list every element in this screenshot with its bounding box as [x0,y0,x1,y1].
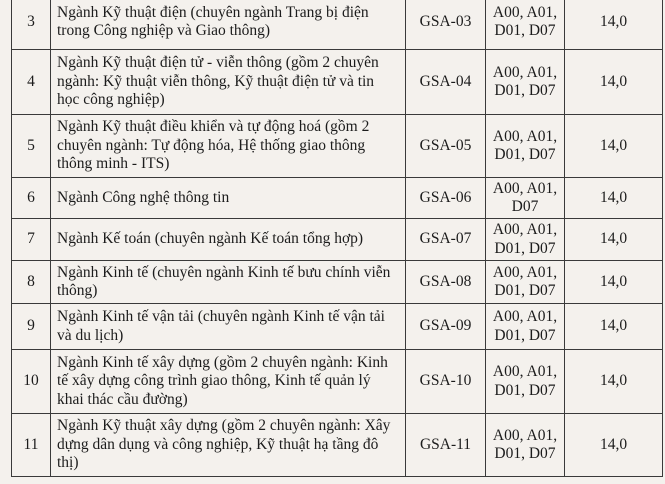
major-name: Ngành Kinh tế xây dựng (gồm 2 chuyên ngành: Kinh tế xây dựng công trình giao thông, Kinh tế quản lý khai thác cầu đường) [51,350,406,414]
row-number: 10 [12,350,51,414]
row-number: 6 [12,178,51,219]
major-code: GSA-03 [406,0,486,50]
table-row [12,178,663,219]
row-number: 9 [12,304,51,350]
subject-combos: A00, A01, D07 [486,178,565,219]
major-name: Ngành Kỹ thuật điện tử - viễn thông (gồm 2 chuyên ngành: Kỹ thuật viễn thông, Kỹ thuật điện tử và tin học công nghiệp) [51,50,406,115]
table-row [12,304,663,350]
major-name: Ngành Kỹ thuật điện (chuyên ngành Trang bị điện trong Công nghiệp và Giao thông) [51,0,406,50]
admission-table [11,0,663,477]
min-score: 14,0 [565,219,663,261]
major-name: Ngành Kỹ thuật xây dựng (gồm 2 chuyên ngành: Xây dựng dân dụng và công nghiệp, Kỹ thuật hạ tầng đô thị) [51,414,406,477]
major-code: GSA-09 [406,304,486,350]
major-code: GSA-08 [406,261,486,304]
table-row [12,115,663,178]
major-code: GSA-07 [406,219,486,261]
min-score: 14,0 [565,115,663,178]
table-row [12,50,663,115]
table-row [12,261,663,304]
min-score: 14,0 [565,0,663,50]
major-code: GSA-11 [406,414,486,477]
min-score: 14,0 [565,178,663,219]
row-number: 4 [12,50,51,115]
min-score: 14,0 [565,350,663,414]
major-code: GSA-06 [406,178,486,219]
min-score: 14,0 [565,414,663,477]
major-name: Ngành Kinh tế (chuyên ngành Kinh tế bưu chính viễn thông) [51,261,406,304]
major-name: Ngành Công nghệ thông tin [51,178,406,219]
row-number: 11 [12,414,51,477]
row-number: 8 [12,261,51,304]
subject-combos: A00, A01, D01, D07 [486,304,565,350]
row-number: 5 [12,115,51,178]
major-code: GSA-10 [406,350,486,414]
subject-combos: A00, A01, D01, D07 [486,414,565,477]
major-code: GSA-05 [406,115,486,178]
min-score: 14,0 [565,261,663,304]
table-row [12,414,663,477]
table-row [12,219,663,261]
major-name: Ngành Kinh tế vận tải (chuyên ngành Kinh tế vận tải và du lịch) [51,304,406,350]
subject-combos: A00, A01, D01, D07 [486,219,565,261]
table-row [12,0,663,50]
major-code: GSA-04 [406,50,486,115]
row-number: 7 [12,219,51,261]
row-number: 3 [12,0,51,50]
subject-combos: A00, A01, D01, D07 [486,350,565,414]
subject-combos: A00, A01, D01, D07 [486,115,565,178]
subject-combos: A00, A01, D01, D07 [486,261,565,304]
table-row [12,350,663,414]
min-score: 14,0 [565,50,663,115]
major-name: Ngành Kỹ thuật điều khiển và tự động hoá (gồm 2 chuyên ngành: Tự động hóa, Hệ thống giao thông thông minh - ITS) [51,115,406,178]
subject-combos: A00, A01, D01, D07 [486,0,565,50]
major-name: Ngành Kế toán (chuyên ngành Kế toán tổng hợp) [51,219,406,261]
min-score: 14,0 [565,304,663,350]
subject-combos: A00, A01, D01, D07 [486,50,565,115]
